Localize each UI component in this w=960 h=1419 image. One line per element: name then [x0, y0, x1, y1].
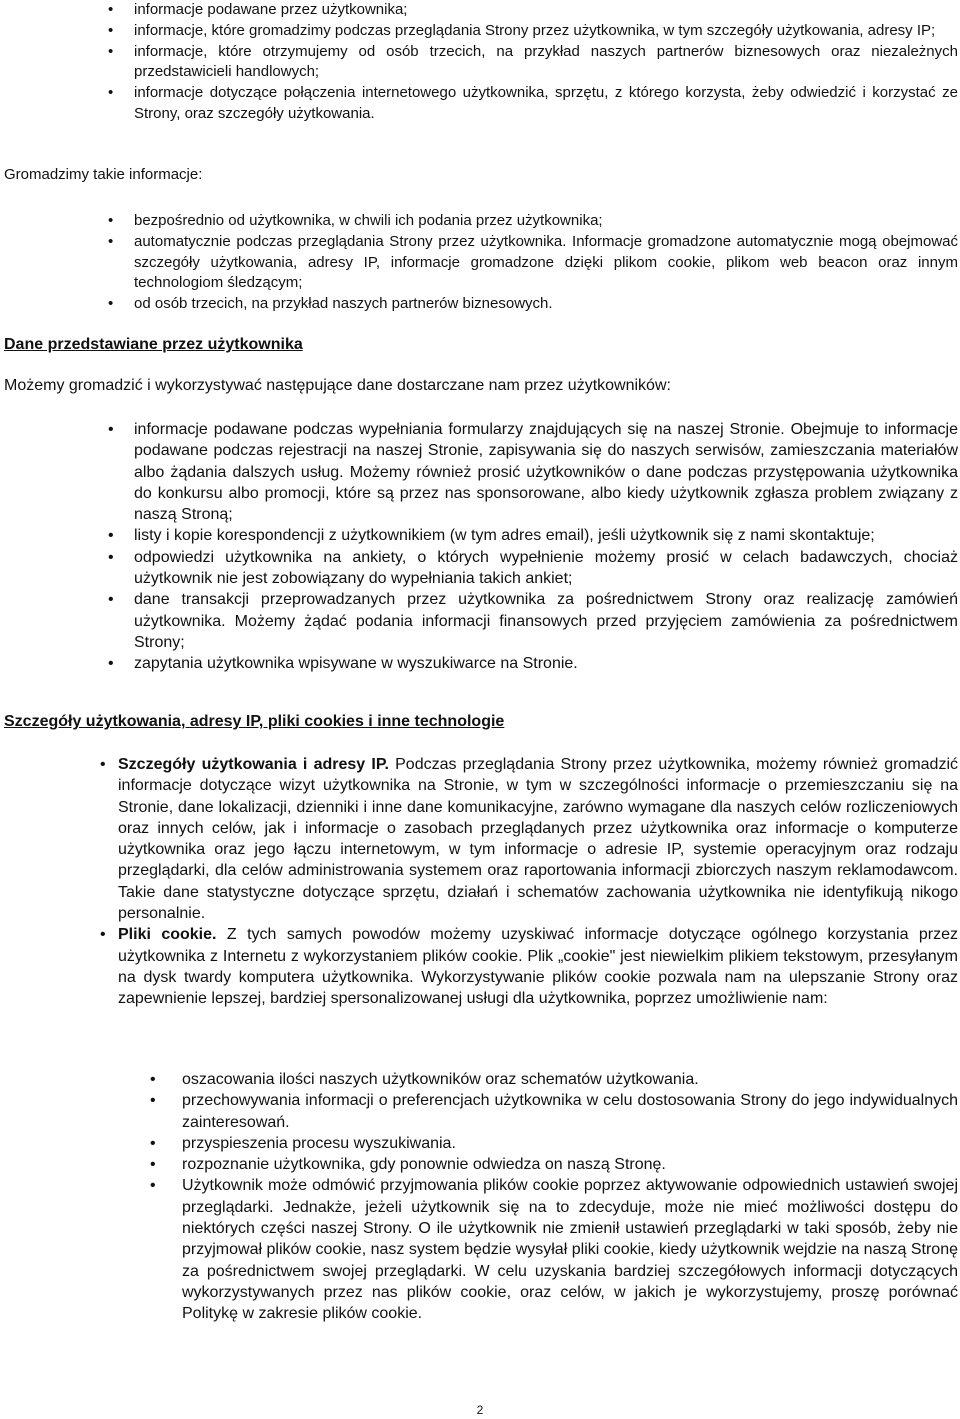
list-item: • rozpoznanie użytkownika, gdy ponownie odwiedza on naszą Stronę. — [0, 1154, 958, 1175]
list-item: • informacje dotyczące połączenia internetowego użytkownika, sprzętu, z którego korzysta, żeby odwiedzić i korzystać ze Strony, oraz szczegóły użytkowania. — [0, 83, 958, 125]
cookies-title: Pliki cookie. — [118, 926, 217, 944]
list-item: • Użytkownik może odmówić przyjmowania plików cookie poprzez aktywowanie odpowiednich ustawień swojej przeglądarki. Jednakże, jeżeli użytkownik się na to zdecyduje, może nie mieć możliwości dostępu do niektórych części naszej Strony. O ile użytkownik nie zmienił ustawień przeglądarki w taki sposób, żeby nie przyjmował plików cookie, nasz system będzie wysyłał pliki cookie, kiedy użytkownik wejdzie na naszą Stronę za pośrednictwem swojej przeglądarki. W celu uzyskania bardziej szczegółowych informacji dotyczących wykorzystywanych przez nas plików cookie, oraz celów, w jakich je wykorzystujemy, proszę porównać Politykę w zakresie plików cookie. — [0, 1175, 958, 1324]
list-item: • dane transakcji przeprowadzanych przez użytkownika za pośrednictwem Strony oraz realizację zamówień użytkownika. Możemy żądać podania informacji finansowych przed przyjęciem zamówienia za pośrednictwem Strony; — [0, 589, 958, 653]
user-data-list — [0, 419, 958, 675]
list-item: • odpowiedzi użytkownika na ankiety, o których wypełnienie możemy prosić w celach badawczych, chociaż użytkownik nie jest zobowiązany do wypełniania takich ankiet; — [0, 547, 958, 590]
list-item: • informacje podawane podczas wypełniania formularzy znajdujących się na naszej Stronie. Obejmuje to informacje podawane podczas rejestracji na naszej Stronie, zapisywania się do naszych serwisów, zamieszczania materiałów albo żądania dalszych usług. Możemy również prosić użytkowników o dane podczas przystępowania użytkownika do konkursu albo promocji, które są przez nas sponsorowane, albo kiedy użytkownik zgłasza problem związany z naszą Stroną; — [0, 419, 958, 525]
list-item: • informacje, które gromadzimy podczas przeglądania Strony przez użytkownika, w tym szczegóły użytkowania, adresy IP; — [0, 21, 958, 42]
list-item: • od osób trzecich, na przykład naszych partnerów biznesowych. — [0, 294, 958, 315]
cookie-purposes-list — [0, 1069, 958, 1325]
list-item: • listy i kopie korespondencji z użytkownikiem (w tym adres email), jeśli użytkownik się z nami skontaktuje; — [0, 525, 958, 546]
section-heading-details: Szczegóły użytkowania, adresy IP, pliki cookies i inne technologie — [4, 713, 505, 730]
collect-intro: Gromadzimy takie informacje: — [4, 166, 203, 183]
list-item: • informacje, które otrzymujemy od osób trzecich, na przykład naszych partnerów biznesowych oraz niezależnych przedstawicieli handlowych; — [0, 42, 958, 84]
section-heading-user-data: Dane przedstawiane przez użytkownika — [4, 336, 303, 353]
list-item: • oszacowania ilości naszych użytkowników oraz schematów użytkowania. — [0, 1069, 958, 1090]
collect-methods-list — [0, 211, 958, 315]
list-item: • przyspieszenia procesu wyszukiwania. — [0, 1133, 958, 1154]
usage-title: Szczegóły użytkowania i adresy IP. — [118, 756, 389, 773]
usage-text: Podczas przeglądania Strony przez użytkownika, możemy również gromadzić informacje dotyczące wizyt użytkownika na Stronie, w tym w szczególności informacje o przemieszczaniu się na Stronie, dane lokalizacji, dzienniki i inne dane komunikacyjne, zarówno wymagane dla naszych celów rozliczeniowych oraz innych celów, jak i informacje o zasobach przeglądanych przez użytkownika oraz informacje o komputerze użytkownika oraz jego łączu internetowym, w tym informacje o adresie IP, systemie operacyjnym oraz rodzaju przeglądarki, dla celów administrowania systemem oraz raportowania informacji zbiorczych naszym reklamodawcom. Takie dane statystyczne dotyczące sprzętu, działań i schematów zachowania użytkownika nie identyfikują nikogo personalnie. — [118, 756, 958, 923]
list-item: • informacje podawane przez użytkownika; — [0, 0, 958, 21]
list-item: • bezpośrednio od użytkownika, w chwili ich podania przez użytkownika; — [0, 211, 958, 232]
page-number: 2 — [476, 1403, 484, 1417]
list-item-cookies — [0, 924, 958, 1009]
list-item: • zapytania użytkownika wpisywane w wyszukiwarce na Stronie. — [0, 653, 958, 674]
user-data-intro: Możemy gromadzić i wykorzystywać następujące dane dostarczane nam przez użytkowników: — [4, 377, 671, 394]
info-types-list — [0, 0, 958, 125]
cookies-text: Z tych samych powodów możemy uzyskiwać informacje dotyczące ogólnego korzystania przez użytkownika z Internetu z wykorzystaniem plików cookie. Plik „cookie" jest niewielkim plikiem tekstowym, przesyłanym na dysk twardy komputera użytkownika. Wykorzystywanie plików cookie pozwala nam na ulepszanie Strony oraz zapewnienie lepszej, bardziej spersonalizowanej usługi dla użytkownika, poprzez umożliwienie nam: — [118, 926, 959, 1008]
list-item-usage — [0, 754, 958, 924]
details-list — [0, 754, 958, 1010]
list-item: • automatycznie podczas przeglądania Strony przez użytkownika. Informacje gromadzone automatycznie mogą obejmować szczegóły użytkowania, adresy IP, informacje gromadzone dzięki plikom cookie, plikom web beacon oraz innym technologiom śledzącym; — [0, 232, 958, 294]
list-item: • przechowywania informacji o preferencjach użytkownika w celu dostosowania Strony do jego indywidualnych zainteresowań. — [0, 1090, 958, 1133]
